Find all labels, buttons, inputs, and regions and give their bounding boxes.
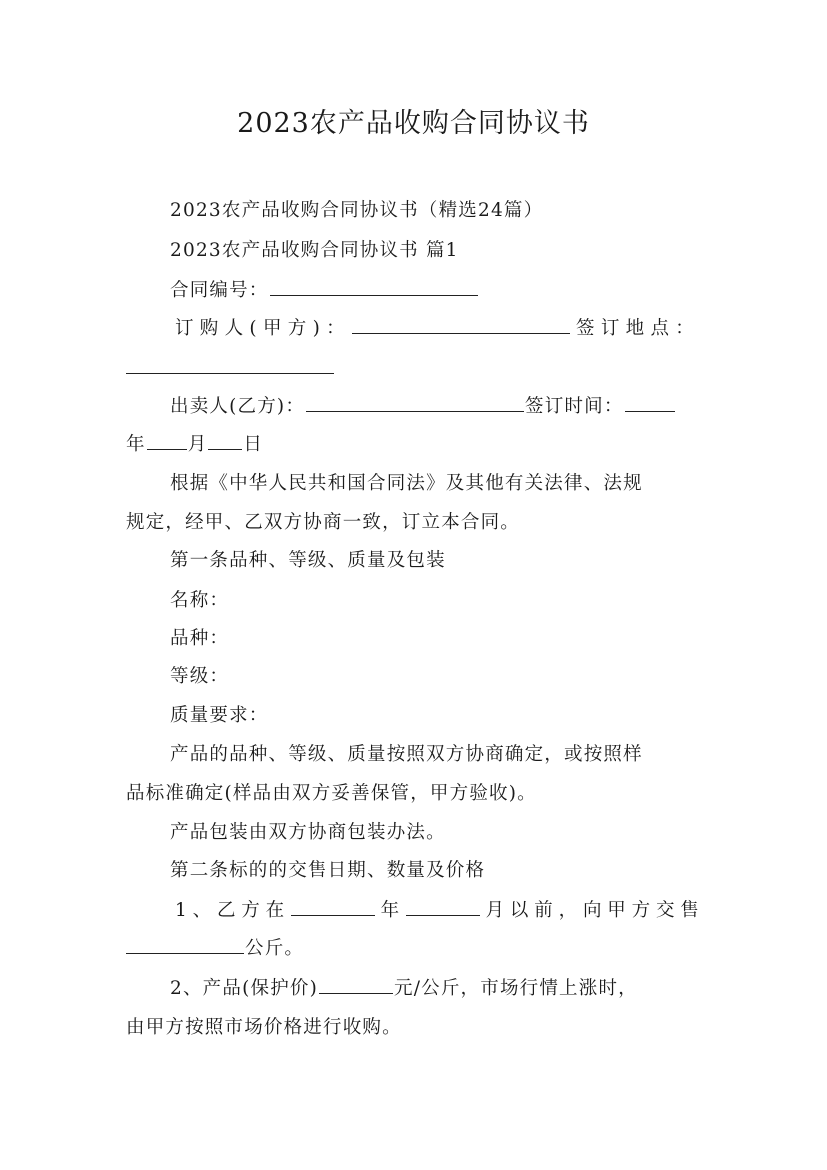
quality-line-2: 品标准确定(样品由双方妥善保管，甲方验收)。 [126,783,537,804]
day-label: 日 [243,434,264,455]
seller-label: 出卖人(乙方)： [170,396,306,417]
sign-time-label: 签订时间： [525,396,624,417]
day-blank [208,431,242,450]
item-2-suffix: 元/公斤，市场行情上涨时， [394,978,638,999]
sign-place-line [126,354,335,384]
item-1-quantity-blank [126,935,244,954]
item-1-line [175,896,700,926]
grade-line: 等级： [170,666,230,687]
item-2-price-blank [319,975,393,994]
month-label: 月 [187,434,208,455]
item-1-unit: 公斤。 [245,938,305,959]
item-2-prefix: 2、产品(保护价) [170,978,319,999]
buyer-line [175,314,695,344]
seller-blank [306,393,524,412]
chapter-line: 2023农产品收购合同协议书 篇1 [170,240,459,261]
item-1-month-blank [406,897,480,916]
buyer-label: 订购人(甲方)： [175,318,351,339]
date-line [126,430,263,460]
contract-no-blank [270,277,478,296]
packaging-line: 产品包装由双方协商包装办法。 [170,822,446,843]
item-1-year-blank [291,897,375,916]
sign-time-year-blank [625,393,675,412]
year-label: 年 [126,434,146,455]
item-2-continued: 由甲方按照市场价格进行收购。 [126,1017,402,1038]
contract-no-label: 合同编号： [170,280,269,301]
seller-line [170,392,676,422]
subtitle-line: 2023农产品收购合同协议书（精选24篇） [170,200,544,221]
contract-no-line [170,276,479,306]
item-1-year: 年 [375,900,405,921]
article-2-heading: 第二条标的的交售日期、数量及价格 [170,860,486,881]
quality-label-line: 质量要求： [170,705,269,726]
buyer-blank [352,315,570,334]
variety-line: 品种： [170,628,230,649]
intro-line-1: 根据《中华人民共和国合同法》及其他有关法律、法规 [170,473,643,494]
quality-line-1: 产品的品种、等级、质量按照双方协商确定，或按照样 [170,744,643,765]
item-1-continued [126,934,304,964]
item-1-prefix: 1、乙方在 [175,900,290,921]
document-title: 2023农产品收购合同协议书 [237,108,590,139]
article-1-heading: 第一条品种、等级、质量及包装 [170,550,446,571]
sign-place-label: 签订地点： [570,318,695,339]
sign-place-blank [126,355,334,374]
month-blank [147,431,187,450]
item-2-line [170,974,638,1004]
intro-line-2: 规定，经甲、乙双方协商一致，订立本合同。 [126,512,521,533]
name-line: 名称： [170,590,230,611]
item-1-middle: 月以前，向甲方交售 [480,900,700,921]
